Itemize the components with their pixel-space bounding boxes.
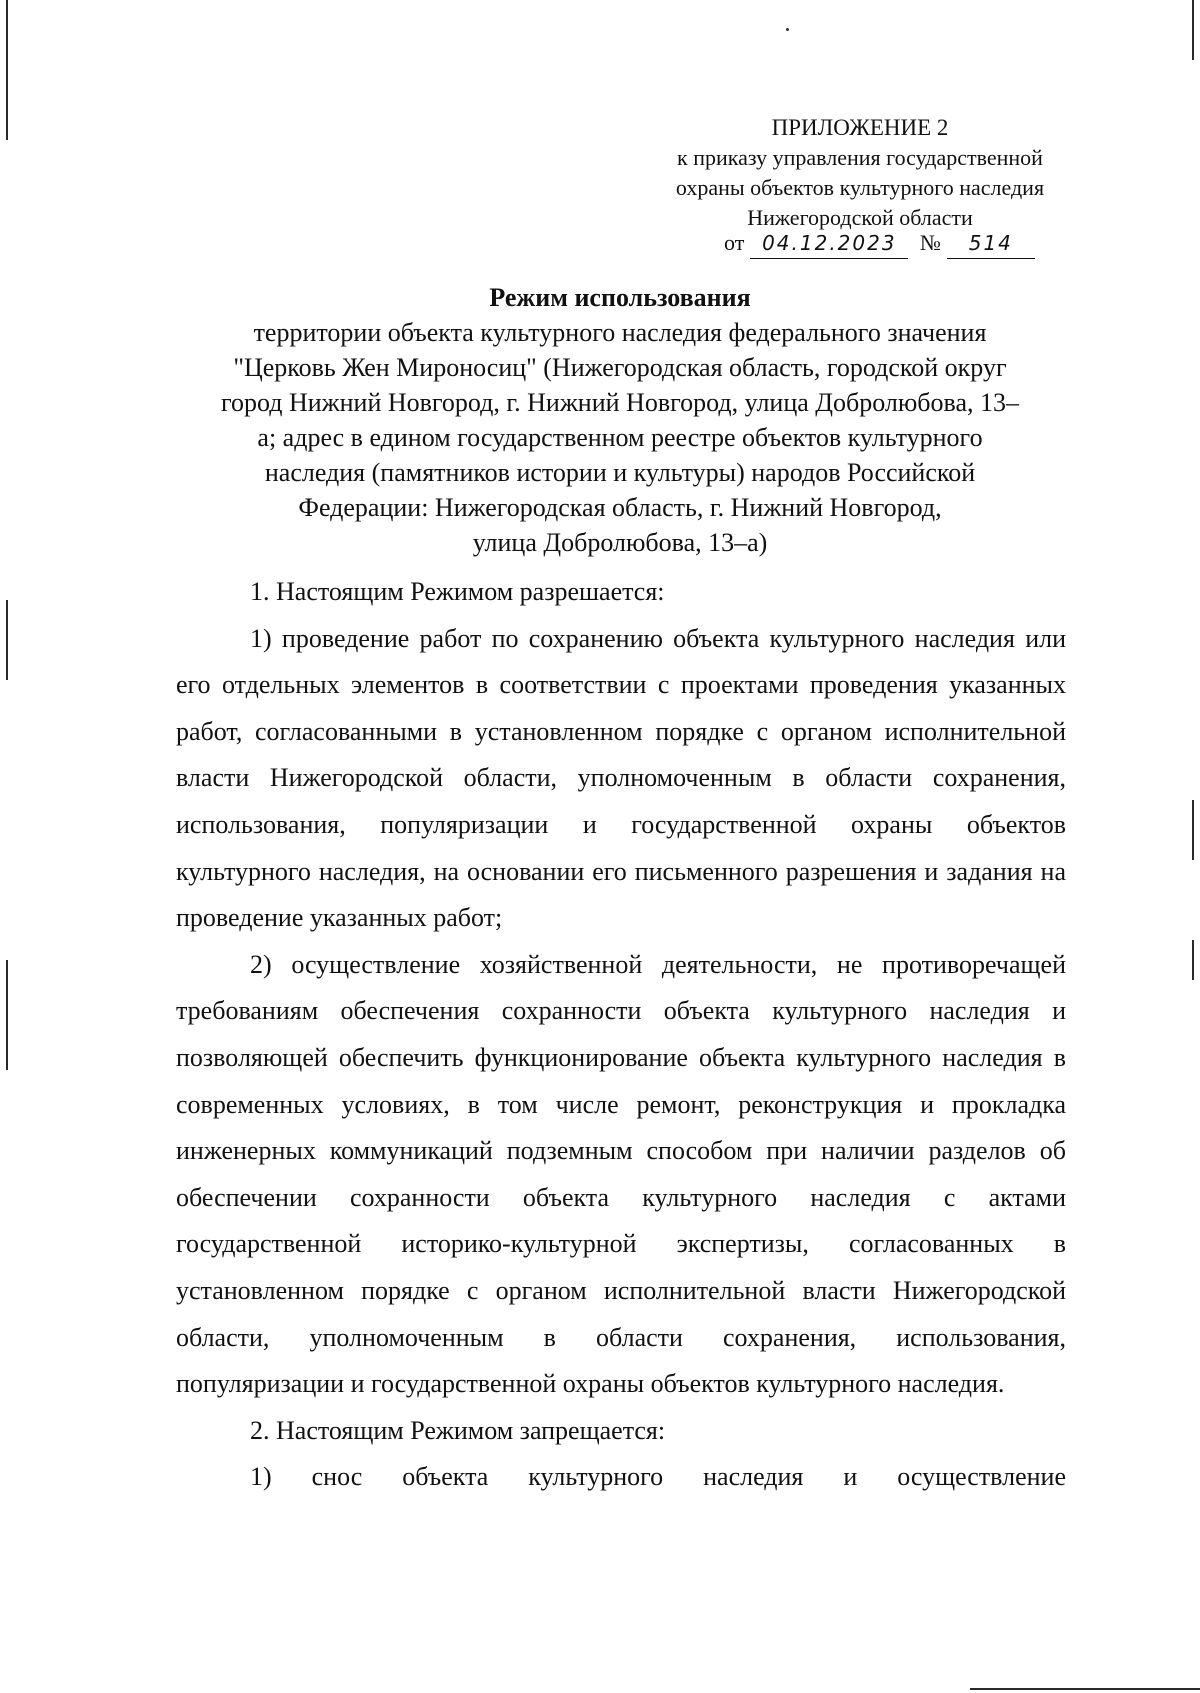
section-2-title: 2. Настоящим Режимом запрещается: (250, 1415, 666, 1445)
scan-edge-right-top (1192, 0, 1194, 60)
heading-line-4: а; адрес в едином государственном реестре объектов культурного (257, 423, 983, 452)
document-heading (170, 280, 1070, 560)
handwritten-number: 514 (947, 228, 1035, 259)
document-title: Режим использования (489, 283, 751, 312)
section-1-item-2: 2) осуществление хозяйственной деятельности, не противоречащей требованиям обеспечения сохранности объекта культурного наследия и позволяющей обеспечить функционирование объекта культурного наследия в современных условиях, в том числе ремонт, реконструкция и прокладка инженерных коммуникаций подземным способом при наличии разделов об обеспечении сохранности объекта культурного наследия с актами государственной историко-культурной экспертизы, согласованных в установленном порядке с органом исполнительной власти Нижегородской области, уполномоченным в области сохранения, использования, популяризации и государственной охраны объектов культурного наследия. (176, 949, 1066, 1399)
heading-line-2: "Церковь Жен Мироносиц" (Нижегородская область, городской округ (233, 353, 1007, 382)
annex-line-3: Нижегородской области (747, 205, 973, 230)
heading-line-7: улица Добролюбова, 13–а) (472, 528, 768, 557)
scan-edge-right-low (1192, 940, 1194, 980)
annex-title: ПРИЛОЖЕНИЕ 2 (771, 115, 949, 140)
scan-edge-bottom (970, 1688, 1200, 1690)
section-2-item-1: 1) снос объекта культурного наследия и осуществление (250, 1462, 1066, 1492)
scan-speck (786, 28, 789, 31)
date-prefix: от (724, 230, 745, 255)
heading-line-1: территории объекта культурного наследия федерального значения (253, 318, 987, 347)
scan-edge-right-mid (1192, 800, 1194, 860)
heading-line-5: наследия (памятников истории и культуры) народов Российской (264, 458, 976, 487)
section-1-title: 1. Настоящим Режимом разрешается: (250, 577, 665, 606)
annex-header (640, 113, 1080, 233)
annex-line-1: к приказу управления государственной (677, 145, 1043, 170)
heading-line-3: город Нижний Новгород, г. Нижний Новгород, улица Добролюбова, 13– (220, 388, 1020, 417)
document-body (176, 569, 1066, 1501)
section-1-item-1: 1) проведение работ по сохранению объекта культурного наследия или его отдельных элементов в соответствии с проектами проведения указанных работ, согласованными в установленном порядке с органом исполнительной власти Нижегородской области, уполномоченным в области сохранения, использования, популяризации и государственной охраны объектов культурного наследия, на основании его письменного разрешения и задания на проведение указанных работ; (176, 623, 1066, 933)
heading-line-6: Федерации: Нижегородская область, г. Нижний Новгород, (298, 493, 942, 522)
scan-edge-left-top (6, 0, 8, 140)
scan-edge-left-mid (6, 600, 8, 680)
number-prefix: № (919, 230, 941, 255)
handwritten-date: 04.12.2023 (750, 228, 908, 259)
scan-edge-left-low (6, 960, 8, 1070)
annex-line-2: охраны объектов культурного наследия (675, 175, 1045, 200)
annex-date-line (724, 228, 1035, 259)
